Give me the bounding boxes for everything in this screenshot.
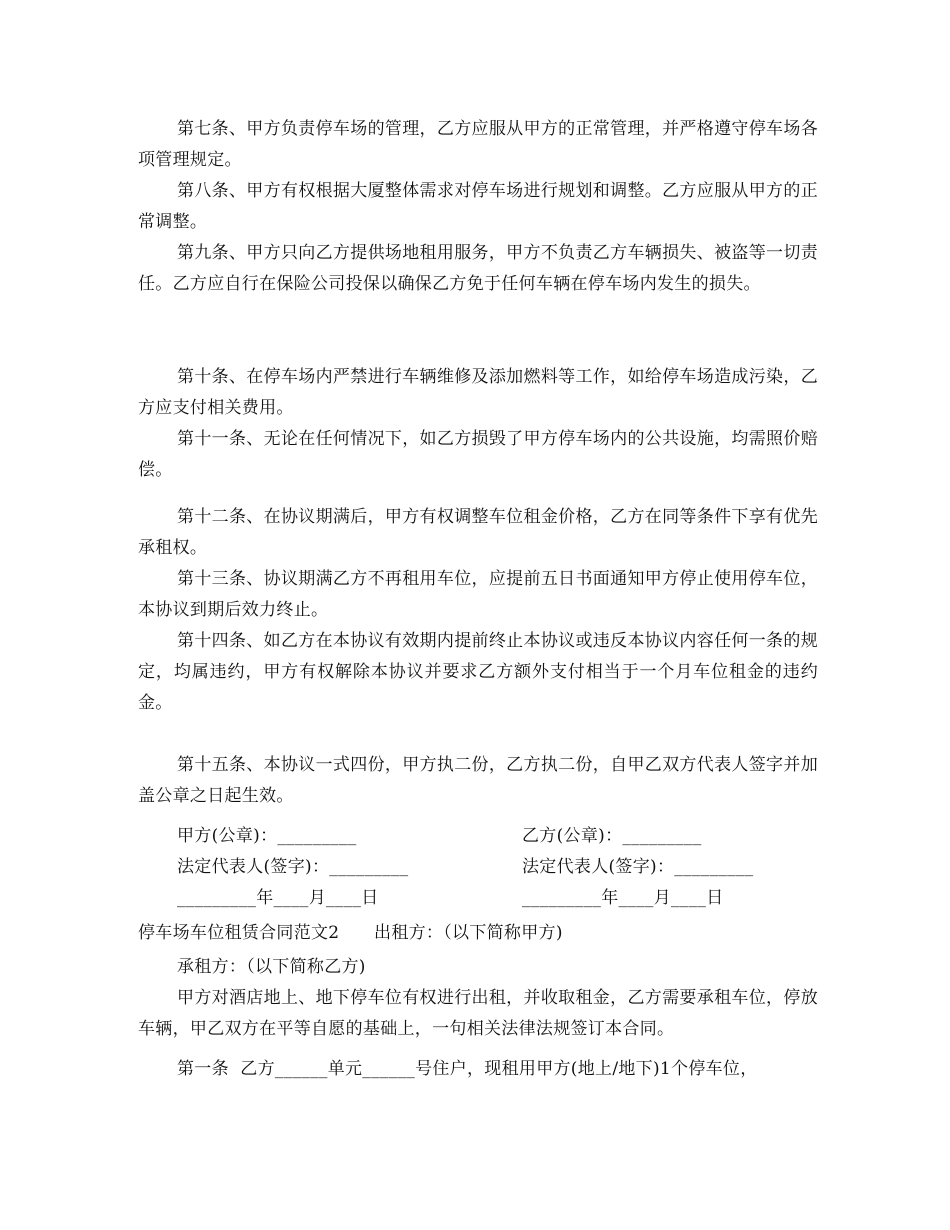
party-b-date-line: _________年____月____日 <box>522 888 724 908</box>
article-14: 第十四条、如乙方在本协议有效期内提前终止本协议或违反本协议内容任何一条的规定，均属违约，甲方有权解除本协议并要求乙方额外支付相当于一个月车位租金的违约金。 <box>138 631 818 713</box>
party-a-date-line: _________年____月____日 <box>177 888 379 908</box>
article-8: 第八条、甲方有权根据大厦整体需求对停车场进行规划和调整。乙方应服从甲方的正常调整。 <box>138 181 818 232</box>
article-15: 第十五条、本协议一式四份，甲方执二份，乙方执二份，自甲乙双方代表人签字并加盖公章之日起生效。 <box>138 755 818 806</box>
article-13: 第十三条、协议期满乙方不再租用车位，应提前五日书面通知甲方停止使用停车位，本协议到期后效力终止。 <box>138 569 818 620</box>
contract-2-title: 停车场车位租赁合同范文2 出租方：（以下简称甲方) <box>138 923 563 943</box>
article-7: 第七条、甲方负责停车场的管理，乙方应服从甲方的正常管理，并严格遵守停车场各项管理规定。 <box>138 119 818 170</box>
contract-2-intro: 甲方对酒店地上、地下停车位有权进行出租，并收取租金，乙方需要承租车位，停放车辆，甲乙双方在平等自愿的基础上，一句相关法律法规签订本合同。 <box>138 988 818 1039</box>
article-9: 第九条、甲方只向乙方提供场地租用服务，甲方不负责乙方车辆损失、被盗等一切责任。乙方应自行在保险公司投保以确保乙方免于任何车辆在停车场内发生的损失。 <box>138 243 818 294</box>
article-12: 第十二条、在协议期满后，甲方有权调整车位租金价格，乙方在同等条件下享有优先承租权。 <box>138 507 818 558</box>
article-11: 第十一条、无论在任何情况下，如乙方损毁了甲方停车场内的公共设施，均需照价赔偿。 <box>138 429 818 480</box>
article-10: 第十条、在停车场内严禁进行车辆维修及添加燃料等工作，如给停车场造成污染，乙方应支付相关费用。 <box>138 367 818 418</box>
party-a-representative-line: 法定代表人(签字)：_________ <box>177 857 409 877</box>
party-b-seal-line: 乙方(公章)：_________ <box>522 826 702 846</box>
party-a-seal-line: 甲方(公章)：_________ <box>177 826 357 846</box>
party-b-representative-line: 法定代表人(签字)：_________ <box>522 857 754 877</box>
contract-2-article-1: 第一条 乙方______单元______号住户，现租用甲方(地上/地下)1个停车位， <box>177 1059 758 1079</box>
lessee-line: 承租方：（以下简称乙方) <box>177 957 366 977</box>
